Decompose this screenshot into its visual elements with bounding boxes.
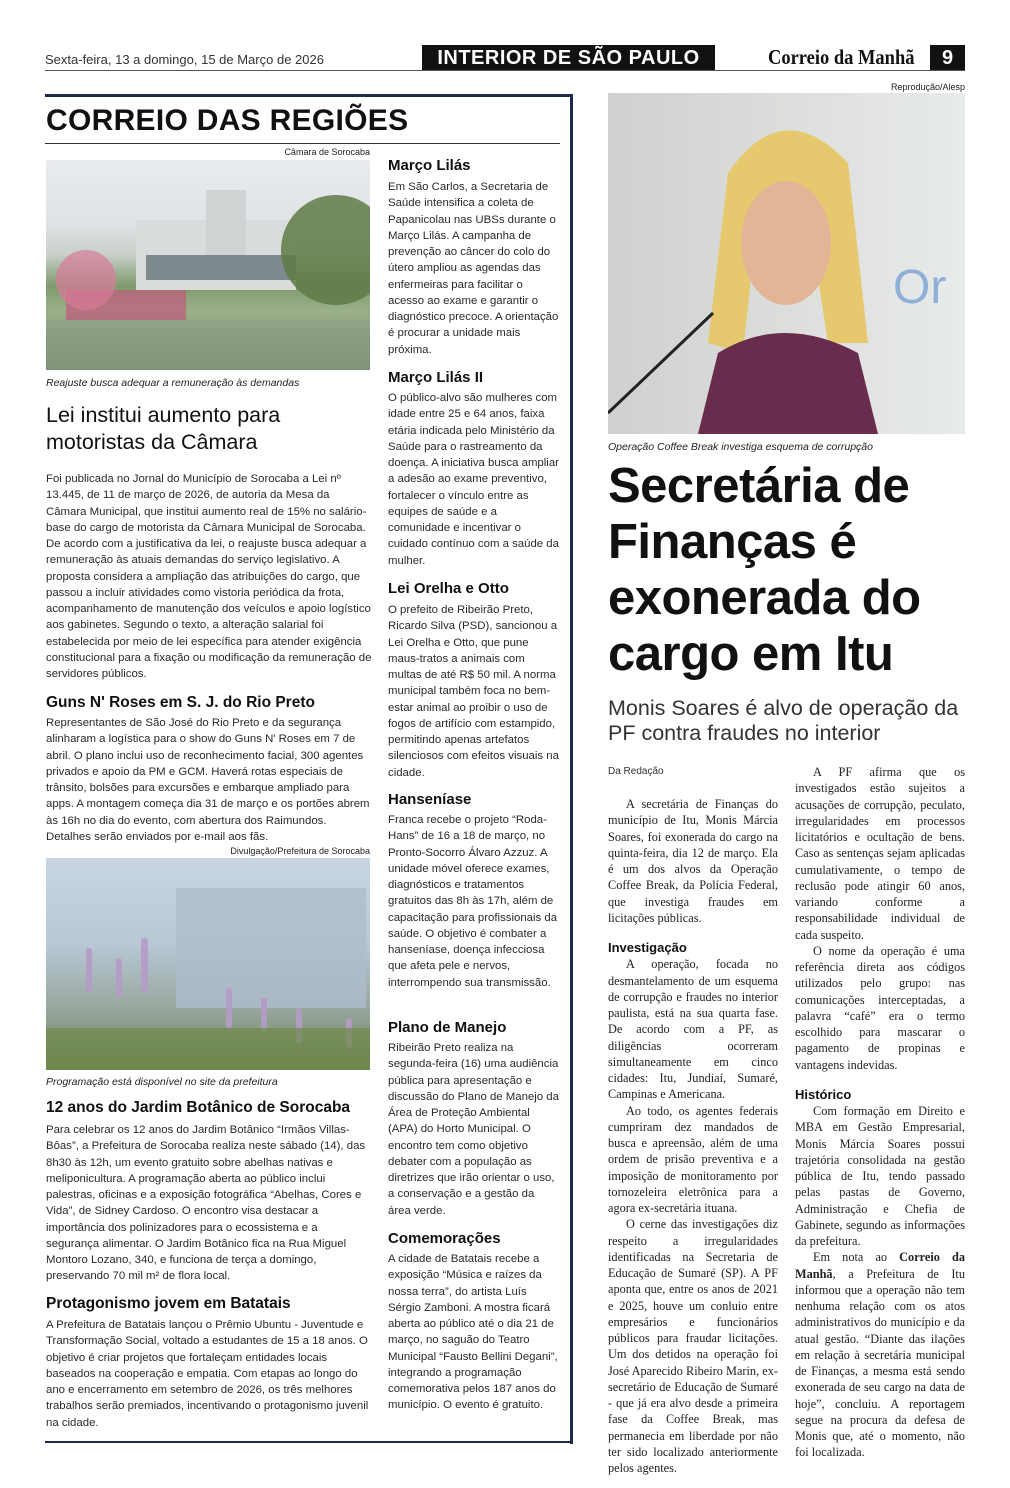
article-body: Franca recebe o projeto “Roda-Hans” de 16 a 18 de março, no Pronto-Socorro Álvaro Azzuz. A unidade móvel oferece exames, diagnósticos e tratamentos gratuitos das 8h às 17h, além de capacitação para profissionais da saúde. O objetivo é combater a hanseníase, doença infecciosa que afeta pele e nervos, interrompendo sua transmissão. [388,814,558,989]
section-bottom-rule [45,1441,572,1443]
text: , a Prefeitura de Itu informou que a operação não tem nenhuma relação com os atos administrativos do município e da atual gestão. “Diante das ilações em relação à secretária municipal de Finanças, a mesma está sendo exonerada de seu cargo na data de hoje”, concluiu. A reportagem segue na procura da defesa de Monis que, até o momento, não foi localizada. [795,1266,965,1460]
article-headline: 12 anos do Jardim Botânico de Sorocaba [46,1099,351,1116]
lead-body: Foi publicada no Jornal do Município de Sorocaba a Lei nº 13.445, de 11 de março de 2026, de autoria da Mesa da Câmara Municipal, que institui aumento real de 15% no salário-base do cargo de motorista da Câmara Municipal de Sorocaba. De acordo com a justificativa da lei, o reajuste busca adequar a remuneração às atuais demandas do serviço legislativo. A proposta considera a ampliação das atribuições do cargo, que passou a incluir atividades como vistoria periódica da frota, acompanhamento de manutenção dos veículos e apoio logístico aos gabinetes. Segundo o texto, a alteração salarial foi estabelecida por meio de lei específica para atender exigência constitucional para a fixação ou modificação da remuneração de servidores públicos. [46,473,372,680]
article-headline: Comemorações [388,1230,501,1247]
paragraph: Com formação em Direito e MBA em Gestão Empresarial, Monis Márcia Soares possui trajetória consolidada na gestão pública de Itu, tendo passado pelas pastas de Governo, Administração e Chefia de Gabinete, segundo as informações da prefeitura. [795,1104,965,1248]
newspaper-logo: Correio da Manhã [768,45,915,69]
article-body: O prefeito de Ribeirão Preto, Ricardo Silva (PSD), sancionou a Lei Orelha e Otto, que pune maus-tratos a animais com multas de até R$ 50 mil. A norma municipal também foca no bem-estar animal ao proibir o uso de fogos de artifício com estampido, permitindo apenas artefatos silenciosos com efeitos visuais na cidade. [388,604,559,779]
paragraph: A secretária de Finanças do município de Itu, Monis Márcia Soares, foi exonerada do cargo na quinta-feira, dia 12 de março. Ela é um dos alvos da Operação Coffee Break, da Polícia Federal, que investiga fraudes em licitações públicas. [608,797,778,925]
paragraph: Ao todo, os agentes federais cumpriram dez mandados de busca e apreensão, além de uma ordem de prisão preventiva e a imposição de monitoramento por tornozeleira eletrônica para a agora ex-secretária ituana. [608,1103,778,1215]
text: Em nota ao [813,1250,900,1265]
section-side-rule [570,94,573,1444]
photo-caption: Operação Coffee Break investiga esquema de corrupção [608,441,873,453]
botanical-garden-photo [46,858,370,1070]
photo-credit: Reprodução/Alesp [890,82,965,92]
section-top-rule [45,94,572,97]
article-headline: Lei Orelha e Otto [388,580,509,597]
paragraph: A operação, focada no desmantelamento de um esquema de corrupção e fraudes no interior paulista, está na sua quarta fase. De acordo com a PF, as diligências ocorreram simultaneamente em cinco cidades: Itu, Jundiaí, Sumaré, Campinas e Americana. [608,957,778,1102]
article-headline: Março Lilás [388,157,471,174]
article-body: Para celebrar os 12 anos do Jardim Botânico “Irmãos Villas-Bôas”, a Prefeitura de Sorocaba realiza neste sábado (14), das 8h30 às 12h, um evento gratuito sobre abelhas nativas e meliponicultura. A programação aberta ao público inclui palestras, oficinas e a exposição fotográfica “Abelhas, Cores e Vida”, de Sidney Cardoso. O encontro visa destacar a importância dos polinizadores para o ecossistema e a segurança alimentar. O Jardim Botânico fica na Rua Miguel Montoro Lozano, 340, e funciona de terça a domingo, preservando 70 mil m² de flora local. [46,1124,366,1283]
article-headline: Guns N' Roses em S. J. do Rio Preto [46,694,315,711]
byline: Da Redação [608,766,664,777]
article-column-1 [608,796,778,1476]
photo-credit: Divulgação/Prefeitura de Sorocaba [230,846,370,856]
section-title-rule [45,143,560,144]
article-headline: Plano de Manejo [388,1019,507,1036]
header-divider [45,70,965,71]
article-headline: Protagonismo jovem em Batatais [46,1295,291,1312]
secretary-portrait-photo [608,93,965,434]
article-headline: Março Lilás II [388,369,484,386]
section-banner: INTERIOR DE SÃO PAULO [422,45,715,70]
paragraph: O nome da operação é uma referência direta aos códigos utilizados pelo grupo: nas comunicações interceptadas, a palavra “café” era o termo escolhido para mascarar o pagamento de propinas e vantagens indevidas. [795,943,965,1072]
article-body: A cidade de Batatais recebe a exposição “Música e raízes da nossa terra”, do artista Luís Sérgio Zamboni. A mostra ficará aberta ao público até o dia 21 de março, no saguão do Teatro Municipal “Fausto Bellini Degani”, integrando a programação comemorativa pelos 187 anos do município. O evento é gratuito. [388,1253,558,1412]
issue-date: Sexta-feira, 13 a domingo, 15 de Março de 2026 [45,52,324,67]
article-body: O público-alvo são mulheres com idade entre 25 e 64 anos, faixa etária indicada pelo Ministério da Saúde para o rastreamento da doença. A iniciativa busca ampliar a adesão ao exame preventivo, fortalecer o vínculo entre as equipes de saúde e a comunidade e incentivar o cuidado contínuo com a saúde da mulher. [388,392,559,567]
subheading: Histórico [795,1086,852,1102]
section-title: CORREIO DAS REGIÕES [46,104,409,137]
article-body: Em São Carlos, a Secretaria de Saúde intensifica a coleta de Papanicolau nas UBSs durante o Março Lilás. A campanha de prevenção ao câncer do colo do útero ampliou as agendas das enfermeiras para facilitar o acesso ao exame e garantir o diagnóstico precoce. A orientação é procurar a unidade mais próxima. [388,181,559,356]
article-body: Representantes de São José do Rio Preto e da segurança alinharam a logística para o show do Guns N' Roses em 7 de abril. O plano inclui uso de reconhecimento facial, 300 agentes privados e apoio da PM e GCM. Haverá rotas especiais de trânsito, bolsões para excursões e embarque ampliado para apps. A montagem começa dia 31 de março e os portões abrem às 16h no dia do evento, com abertura dos Raimundos. Detalhes serão enviados por e-mail aos fãs. [46,717,370,843]
photo-caption: Reajuste busca adequar a remuneração às demandas [46,377,300,389]
newspaper-name: Correio da Manhã [795,1250,966,1281]
article-headline: Hanseníase [388,791,472,808]
page-number: 9 [930,45,965,70]
paragraph: O cerne das investigações diz respeito a irregularidades identificadas na Secretaria de Educação de Sumaré (SP). A PF aponta que, entre os anos de 2021 e 2025, houve um conluio entre empresários e funcionários públicos para fraudar licitações. Um dos detidos na operação foi José Aparecido Ribeiro Marin, ex-secretário de Educação de Sumaré - que já era alvo desde a primeira fase da Coffee Break, mas permanecia em liberdade por não ter sido localizado anteriormente pelos agentes. [608,1217,778,1475]
svg-text:Or: Or [893,261,947,314]
paragraph [795,1249,965,1460]
lead-headline: Lei institui aumento para motoristas da Câmara [46,403,281,454]
main-subheadline: Monis Soares é alvo de operação da PF contra fraudes no interior [608,696,959,745]
subheading: Investigação [608,940,687,955]
article-column-2 [795,764,965,1461]
chamber-building-photo [46,160,370,370]
photo-credit: Câmara de Sorocaba [284,147,370,157]
photo-caption: Programação está disponível no site da prefeitura [46,1076,278,1088]
paragraph: A PF afirma que os investigados estão sujeitos a acusações de corrupção, peculato, irregularidades em processos licitatórios e ocultação de bens. Caso as sentenças sejam aplicadas cumulativamente, o tempo de reclusão pode atingir 60 anos, variando conforme a responsabilidade individual de cada suspeito. [795,765,965,942]
main-headline: Secretária de Finanças é exonerada do cargo em Itu [608,459,921,681]
article-body: A Prefeitura de Batatais lançou o Prêmio Ubuntu - Juventude e Transformação Social, voltado a estudantes de 15 a 18 anos. O objetivo é criar projetos que fortaleçam entidades locais baseados na cooperação e empatia. Com etapas ao longo do ano e encerramento em setembro de 2026, os três melhores trabalhos serão premiados, incentivando o protagonismo juvenil na cidade. [46,1319,369,1429]
article-body: Ribeirão Preto realiza na segunda-feira (16) uma audiência pública para apresentação e discussão do Plano de Manejo da Área de Proteção Ambiental (APA) do Horto Municipal. O encontro tem como objetivo debater com a população as diretrizes que irão orientar o uso, a conservação e a gestão da área verde. [388,1042,559,1217]
